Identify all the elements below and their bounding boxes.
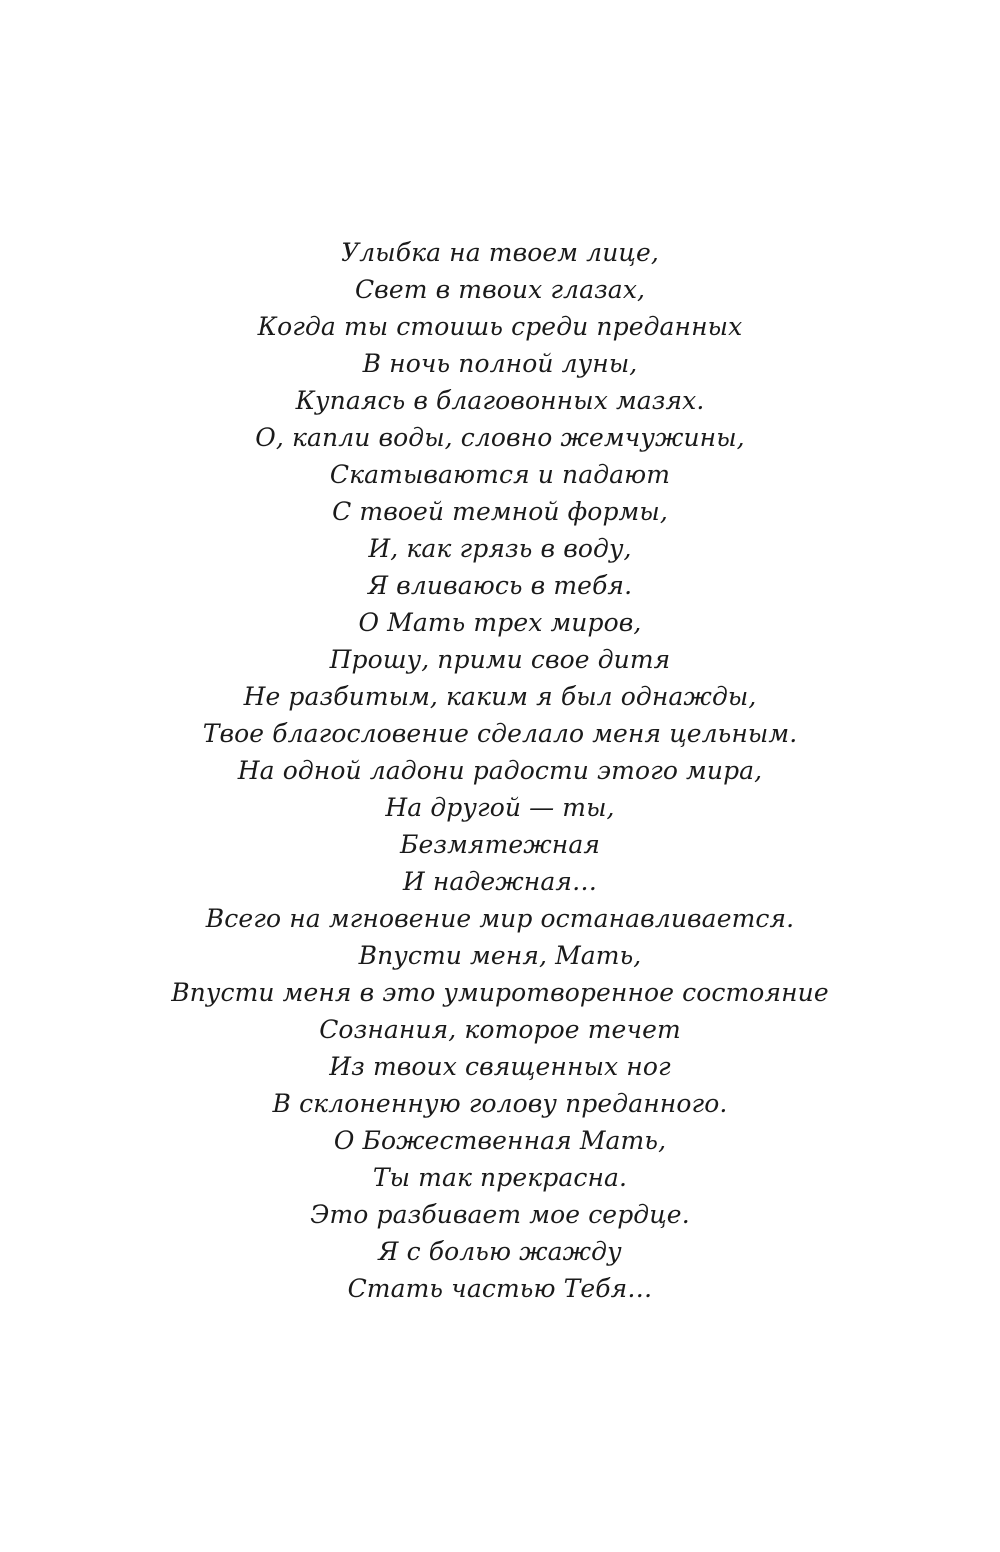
poem-line: На другой — ты,	[385, 793, 615, 822]
poem-line: Сознания, которое течет	[319, 1015, 681, 1044]
poem-line: О Божественная Мать,	[333, 1126, 667, 1155]
poem-line: На одной ладони радости этого мира,	[237, 756, 763, 785]
poem-line: Из твоих священных ног	[329, 1052, 671, 1081]
poem-line: Я с болью жажду	[378, 1237, 622, 1266]
poem	[0, 234, 1000, 1307]
poem-line: Свет в твоих глазах,	[354, 275, 646, 304]
poem-line: В ночь полной луны,	[362, 349, 638, 378]
poem-line: И надежная…	[402, 867, 598, 896]
poem-line: Не разбитым, каким я был однажды,	[243, 682, 757, 711]
poem-line: Безмятежная	[399, 830, 601, 859]
poem-line: Прошу, прими свое дитя	[329, 645, 671, 674]
poem-line: О, капли воды, словно жемчужины,	[255, 423, 745, 452]
poem-line: Я вливаюсь в тебя.	[367, 571, 633, 600]
poem-line: Твое благословение сделало меня цельным.	[202, 719, 798, 748]
poem-line: Улыбка на твоем лице,	[341, 238, 659, 267]
poem-line: Когда ты стоишь среди преданных	[257, 312, 743, 341]
poem-line: Это разбивает мое сердце.	[310, 1200, 690, 1229]
poem-line: Впусти меня, Мать,	[358, 941, 642, 970]
poem-line: С твоей темной формы,	[332, 497, 668, 526]
poem-line: Впусти меня в это умиротворенное состояние	[171, 978, 829, 1007]
poem-line: И, как грязь в воду,	[368, 534, 632, 563]
poem-line: Ты так прекрасна.	[372, 1163, 628, 1192]
poem-line: Стать частью Тебя…	[347, 1274, 653, 1303]
poem-line: Скатываются и падают	[329, 460, 671, 489]
poem-line: В склоненную голову преданного.	[272, 1089, 728, 1118]
poem-line: О Мать трех миров,	[358, 608, 642, 637]
poem-line: Купаясь в благовонных мазях.	[295, 386, 705, 415]
poem-line: Всего на мгновение мир останавливается.	[205, 904, 795, 933]
